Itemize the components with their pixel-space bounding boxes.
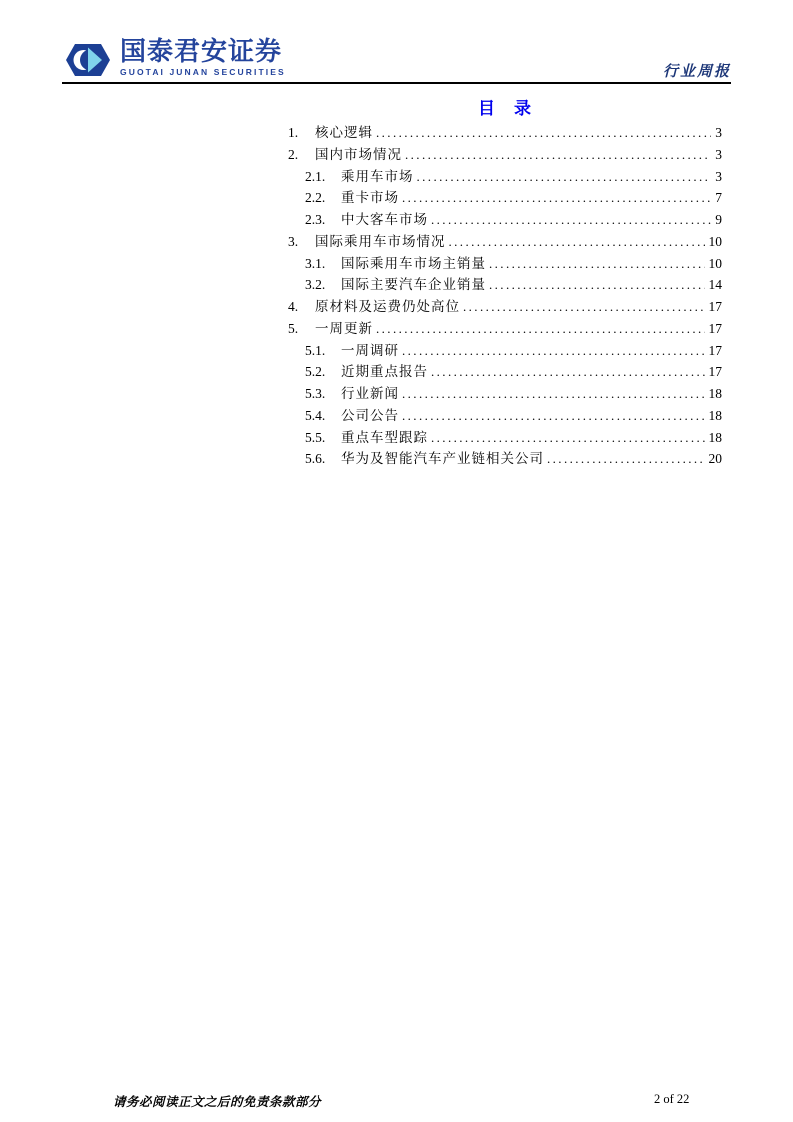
- toc-entry-number: 2.: [288, 146, 299, 162]
- report-type-label: 行业周报: [662, 64, 731, 80]
- header-divider: [62, 82, 731, 84]
- toc-leader-dots: [547, 448, 705, 470]
- toc-leader-dots: [449, 231, 705, 253]
- toc-entry[interactable]: [288, 427, 722, 449]
- toc-entry[interactable]: [288, 383, 722, 405]
- brand-name-en: GUOTAI JUNAN SECURITIES: [120, 67, 286, 77]
- toc-entry-number: 2.2.: [305, 190, 326, 206]
- toc-entry-number: 5.: [288, 320, 299, 336]
- toc-entry-label: 重点车型跟踪: [341, 429, 428, 445]
- toc-entry-page: 10: [708, 233, 722, 249]
- toc-entry-label: 核心逻辑: [315, 125, 373, 140]
- toc-leader-dots: [431, 209, 711, 231]
- toc-entry-label: 乘用车市场: [341, 168, 414, 184]
- toc-entry-number: 5.1.: [305, 342, 326, 358]
- toc-leader-dots: [431, 361, 705, 383]
- toc-entry-number: 5.6.: [305, 451, 326, 467]
- toc-entry-page: 18: [708, 386, 722, 401]
- toc-entry-page: 7: [715, 190, 722, 206]
- toc-leader-dots: [463, 296, 705, 318]
- toc-leader-dots: [402, 383, 705, 405]
- toc-entry-label: 国际乘用车市场情况: [315, 233, 446, 249]
- toc-entry[interactable]: [288, 340, 722, 362]
- toc-leader-dots: [402, 405, 705, 427]
- toc-entry-number: 3.: [288, 233, 299, 249]
- toc-entry-page: 17: [708, 342, 722, 358]
- toc-leader-dots: [417, 166, 712, 188]
- toc-entry-page: 10: [708, 255, 722, 271]
- toc-entry[interactable]: [288, 253, 722, 275]
- toc-entry-label: 一周调研: [341, 342, 399, 358]
- toc-entry-label: 行业新闻: [341, 386, 399, 401]
- toc-entry-number: 5.2.: [305, 364, 326, 380]
- toc-entry-number: 2.3.: [305, 212, 326, 227]
- toc-entry-page: 17: [708, 364, 722, 380]
- toc-entry-number: 5.4.: [305, 407, 326, 423]
- toc-entry-label: 近期重点报告: [341, 364, 428, 380]
- toc-entry-page: 18: [708, 407, 722, 423]
- toc-entry[interactable]: [288, 187, 722, 209]
- toc-leader-dots: [489, 274, 705, 296]
- toc-entry-label: 国际主要汽车企业销量: [341, 277, 486, 293]
- toc-entry[interactable]: [288, 209, 722, 231]
- toc-entry[interactable]: [288, 274, 722, 296]
- toc-entry-page: 18: [708, 429, 722, 445]
- toc-leader-dots: [376, 318, 705, 340]
- toc-leader-dots: [405, 144, 711, 166]
- toc-entry-page: 3: [715, 146, 722, 162]
- toc-entry-label: 华为及智能汽车产业链相关公司: [341, 451, 544, 467]
- toc-entry[interactable]: [288, 296, 722, 318]
- toc-entry[interactable]: [288, 405, 722, 427]
- footer-disclaimer: 请务必阅读正文之后的免责条款部分: [113, 1095, 322, 1109]
- toc-leader-dots: [402, 340, 705, 362]
- toc-entry-number: 3.2.: [305, 277, 326, 293]
- table-of-contents: [288, 122, 722, 470]
- toc-leader-dots: [402, 187, 711, 209]
- toc-entry-label: 国内市场情况: [315, 146, 402, 162]
- toc-entry-label: 原材料及运费仍处高位: [315, 299, 460, 314]
- toc-entry-page: 20: [708, 451, 722, 467]
- toc-entry-number: 5.3.: [305, 386, 326, 401]
- toc-entry-page: 3: [715, 125, 722, 140]
- toc-entry-page: 14: [708, 277, 722, 293]
- toc-entry[interactable]: [288, 122, 722, 144]
- brand-name-cn: 国泰君安证券: [120, 37, 283, 66]
- toc-leader-dots: [376, 122, 711, 144]
- toc-entry[interactable]: [288, 144, 722, 166]
- toc-entry-number: 4.: [288, 299, 299, 314]
- toc-entry[interactable]: [288, 166, 722, 188]
- toc-leader-dots: [431, 427, 705, 449]
- toc-entry-page: 9: [715, 212, 722, 227]
- toc-entry-label: 一周更新: [315, 320, 373, 336]
- toc-entry-page: 17: [708, 299, 722, 314]
- toc-entry-label: 重卡市场: [341, 190, 399, 206]
- toc-leader-dots: [489, 253, 705, 275]
- toc-title: 目 录: [478, 99, 532, 118]
- toc-entry-number: 3.1.: [305, 255, 326, 271]
- toc-entry-label: 公司公告: [341, 407, 399, 423]
- toc-entry-number: 1.: [288, 125, 299, 140]
- toc-entry[interactable]: [288, 361, 722, 383]
- toc-entry-label: 中大客车市场: [341, 212, 428, 227]
- toc-entry[interactable]: [288, 231, 722, 253]
- toc-entry[interactable]: [288, 448, 722, 470]
- toc-entry-label: 国际乘用车市场主销量: [341, 255, 486, 271]
- toc-entry-page: 17: [708, 320, 722, 336]
- toc-entry-page: 3: [715, 168, 722, 184]
- footer-page-indicator: 2 of 22: [654, 1092, 690, 1106]
- toc-entry-number: 2.1.: [305, 168, 326, 184]
- toc-entry[interactable]: [288, 318, 722, 340]
- toc-entry-number: 5.5.: [305, 429, 326, 445]
